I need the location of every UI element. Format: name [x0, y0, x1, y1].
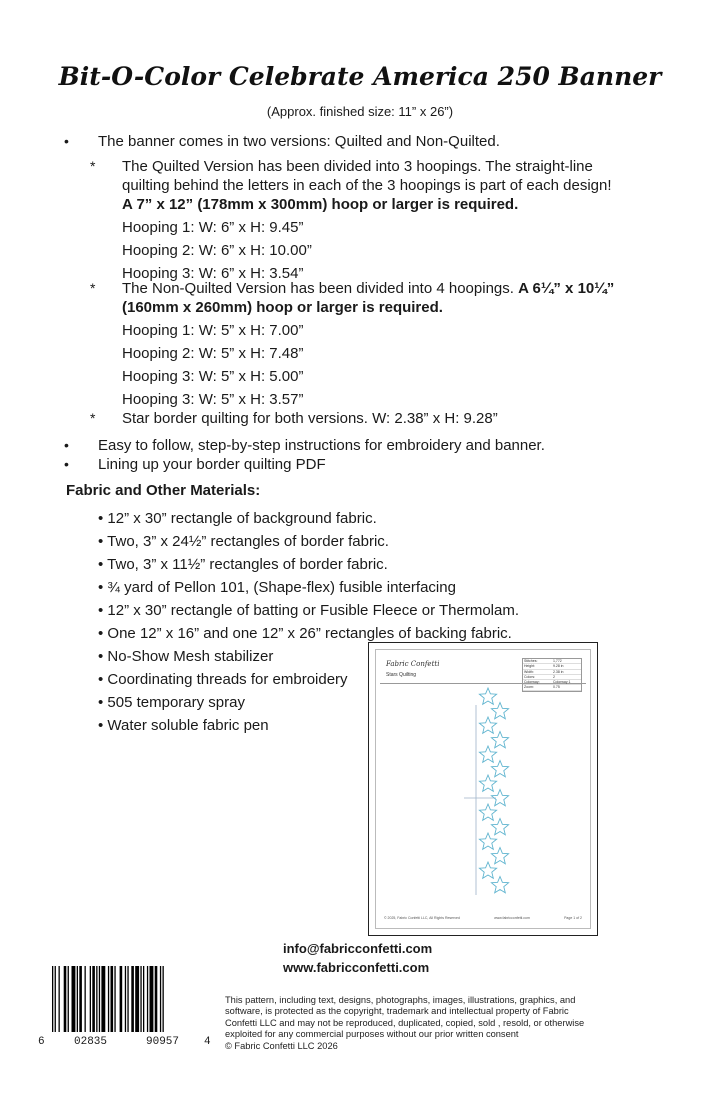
legal-line: software, is protected as the copyright, trademark and intellectual property of Fabric [225, 1006, 569, 1017]
barcode-bar [160, 966, 161, 1032]
bullet-instructions: Easy to follow, step-by-step instructions for embroidery and banner. [98, 437, 545, 454]
material-item: • 12” x 30” rectangle of batting or Fusible Fleece or Thermolam. [98, 602, 520, 619]
bullet-pdf: Lining up your border quilting PDF [98, 456, 326, 473]
quilted-hooping-3: Hooping 3: W: 6” x H: 3.54” [122, 265, 304, 282]
nonquilted-hoop-requirement: (160mm x 260mm) hoop or larger is required. [122, 299, 443, 316]
barcode-bar [77, 966, 78, 1032]
barcode-bar [101, 966, 105, 1032]
copyright-notice [225, 995, 645, 1052]
quilting-star [479, 688, 496, 704]
barcode-bar [163, 966, 164, 1032]
barcode-bar [108, 966, 109, 1032]
sheet-footer [384, 916, 582, 920]
quilting-star [479, 804, 496, 820]
sheet-copyright: © 2025, Fabric Confetti LLC, All Rights Reserved [384, 916, 460, 920]
quilting-template-preview [368, 642, 598, 936]
material-item: • ¾ yard of Pellon 101, (Shape-flex) fusible interfacing [98, 579, 456, 596]
sheet-spec-table [522, 658, 582, 692]
quilting-star [479, 775, 496, 791]
barcode-bar [150, 966, 154, 1032]
material-item: • Water soluble fabric pen [98, 717, 269, 734]
quilting-star [491, 877, 508, 893]
quilting-star [491, 703, 508, 719]
spec-row: Height: 9.28 in [523, 664, 581, 669]
material-item: • Two, 3” x 11½” rectangles of border fabric. [98, 556, 388, 573]
quilting-star [479, 717, 496, 733]
barcode-bar [155, 966, 158, 1032]
barcode-bar [59, 966, 60, 1032]
sheet-page: Page 1 of 2 [564, 916, 582, 920]
sheet-website: www.fabricconfetti.com [494, 916, 530, 920]
nonquilted-line-1-regular: The Non-Quilted Version has been divided into 4 hoopings. [122, 280, 519, 297]
sheet-subtitle: Stars Quilting [386, 672, 417, 678]
materials-heading: Fabric and Other Materials: [66, 482, 261, 499]
material-item: • Coordinating threads for embroidery [98, 671, 348, 688]
barcode-bar [147, 966, 148, 1032]
nonquilted-hooping-1: Hooping 1: W: 5” x H: 7.00” [122, 322, 304, 339]
nonquilted-line-1-bold: A 6¼” x 10¼” [518, 280, 615, 297]
barcode-bar [99, 966, 100, 1032]
sheet-frame [375, 649, 591, 929]
material-item: • 505 temporary spray [98, 694, 245, 711]
sheet-logo: Fabric Confetti [386, 660, 440, 668]
legal-line: Confetti LLC and may not be reproduced, duplicated, copied, sold , resold, or otherwise [225, 1017, 585, 1028]
barcode-bar [120, 966, 123, 1032]
quilted-line-1: The Quilted Version has been divided into 3 hoopings. The straight-line [122, 158, 593, 175]
barcode-bar [125, 966, 126, 1032]
quilting-star [479, 746, 496, 762]
barcode-bar [68, 966, 69, 1032]
barcode-bar [114, 966, 115, 1032]
quilted-hooping-1: Hooping 1: W: 6” x H: 9.45” [122, 219, 304, 236]
star-marker: * [90, 158, 96, 174]
material-item: • Two, 3” x 24½” rectangles of border fabric. [98, 533, 389, 550]
spec-row: Stitches: 1,772 [523, 659, 581, 664]
material-item: • One 12” x 16” and one 12” x 26” rectangles of backing fabric. [98, 625, 512, 642]
bullet-marker: • [64, 437, 69, 453]
barcode-digits-left: 02835 [74, 1036, 108, 1048]
barcode-digit-first: 6 [38, 1036, 45, 1048]
star-border-text: Star border quilting for both versions. W: 2.38” x H: 9.28” [122, 410, 498, 427]
star-border-quilting-design [456, 685, 526, 905]
material-item: • No-Show Mesh stabilizer [98, 648, 274, 665]
page-title: Bit-O-Color Celebrate America 250 Banner [58, 62, 662, 91]
barcode-bar [52, 966, 53, 1032]
material-item: • 12” x 30” rectangle of background fabric. [98, 510, 377, 527]
barcode-bar [90, 966, 91, 1032]
barcode-bar [140, 966, 141, 1032]
nonquilted-hooping-4: Hooping 3: W: 5” x H: 3.57” [122, 391, 304, 408]
star-marker: * [90, 280, 96, 296]
barcode-bar [85, 966, 86, 1032]
legal-line: © Fabric Confetti LLC 2026 [225, 1040, 338, 1051]
spec-row: Width: 2.38 in [523, 670, 581, 675]
barcode-bar [79, 966, 82, 1032]
barcode-bar [55, 966, 56, 1032]
quilting-star [491, 732, 508, 748]
barcode-bar [92, 966, 95, 1032]
bullet-marker: • [64, 456, 69, 472]
legal-line: exploited for any commercial purposes without our prior written consent [225, 1029, 519, 1040]
quilting-star [491, 819, 508, 835]
contact-email[interactable]: info@fabricconfetti.com [283, 941, 433, 956]
star-chain [479, 688, 508, 893]
quilting-star [491, 761, 508, 777]
barcode-bar [72, 966, 76, 1032]
quilting-star [491, 848, 508, 864]
nonquilted-line-1 [122, 279, 614, 298]
spec-row: Colorway: Colorway 1 [523, 680, 581, 685]
barcode-bar [143, 966, 144, 1032]
barcode-bar [131, 966, 134, 1032]
nonquilted-hooping-3: Hooping 3: W: 5” x H: 5.00” [122, 368, 304, 385]
barcode-bar [64, 966, 67, 1032]
finished-size: (Approx. finished size: 11” x 26”) [266, 104, 454, 119]
barcode-bar [135, 966, 139, 1032]
spec-row: Zoom: 0.75 [523, 685, 581, 690]
barcode-digits-right: 90957 [146, 1036, 180, 1048]
bullet-marker: • [64, 133, 69, 149]
quilting-star [491, 790, 508, 806]
quilted-hoop-requirement: A 7” x 12” (178mm x 300mm) hoop or larger is required. [122, 196, 519, 213]
barcode-bar [111, 966, 114, 1032]
quilting-star [479, 862, 496, 878]
spec-row: Colors: 2 [523, 675, 581, 680]
intro-text: The banner comes in two versions: Quilted and Non-Quilted. [98, 133, 500, 150]
upc-barcode [50, 966, 210, 1032]
legal-line: This pattern, including text, designs, photographs, images, illustrations, graphics, and [225, 995, 576, 1005]
quilted-hooping-2: Hooping 2: W: 6” x H: 10.00” [122, 242, 312, 259]
barcode-bar [96, 966, 97, 1032]
nonquilted-hooping-2: Hooping 2: W: 5” x H: 7.48” [122, 345, 304, 362]
star-marker: * [90, 410, 96, 426]
barcode-digit-last: 4 [204, 1036, 211, 1048]
barcode-bar [127, 966, 128, 1032]
quilting-star [479, 833, 496, 849]
quilted-line-2: quilting behind the letters in each of the 3 hoopings is part of each design! [122, 177, 612, 194]
contact-website[interactable]: www.fabricconfetti.com [283, 960, 430, 975]
